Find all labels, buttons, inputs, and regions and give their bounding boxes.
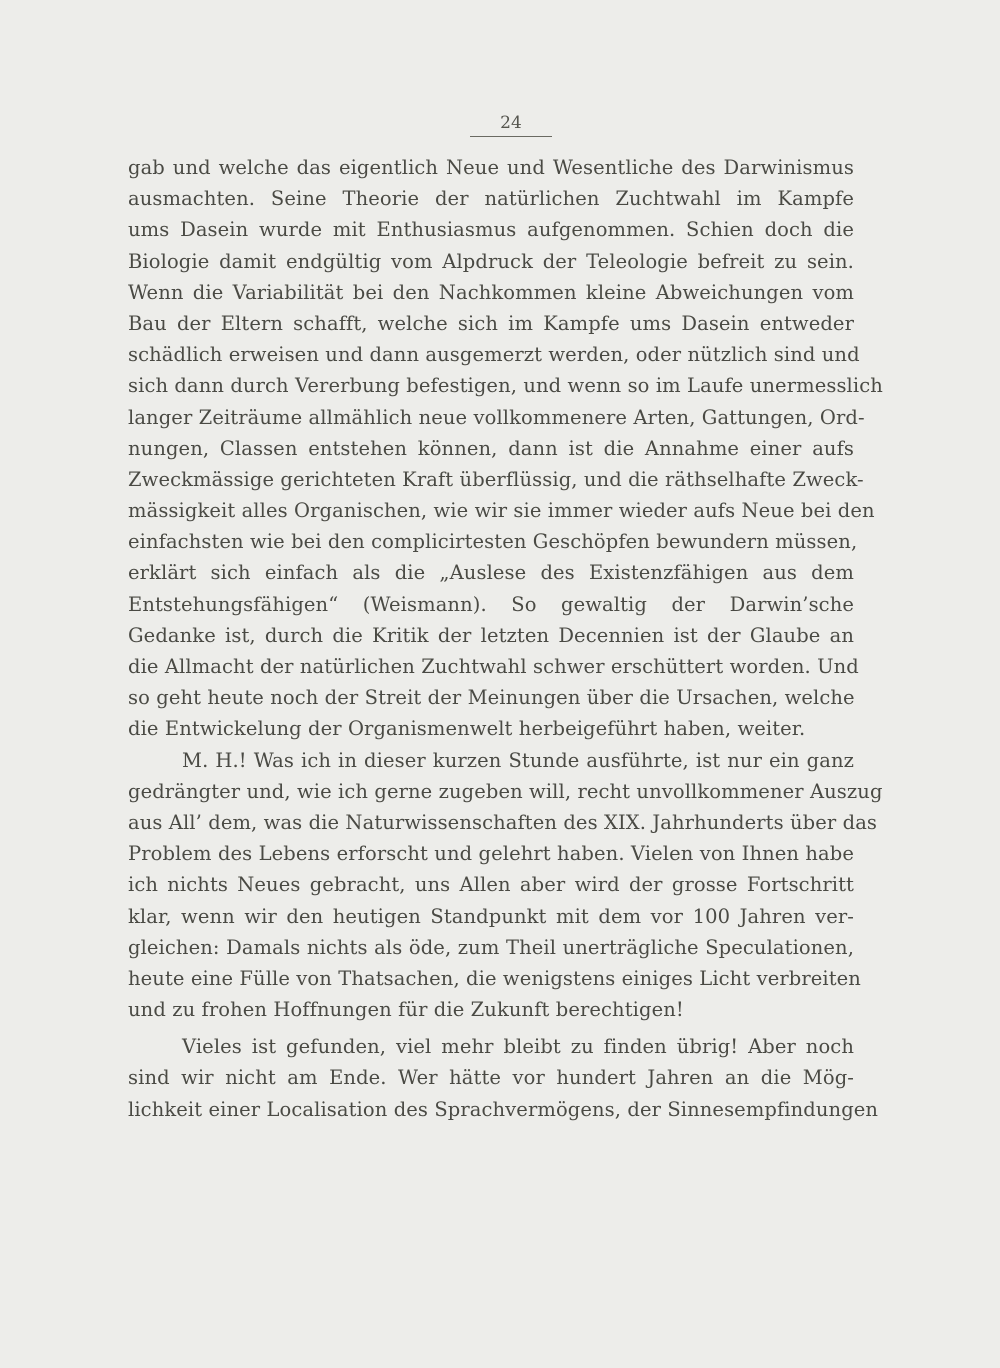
- text-line: langer Zeiträume allmählich neue vollkommenere Arten, Gattungen, Ord-: [128, 405, 865, 429]
- text-line: einfachsten wie bei den complicirtesten Geschöpfen bewundern müssen,: [128, 530, 858, 554]
- text-line: Wenn die Variabilität bei den Nachkommen kleine Abweichungen vom: [128, 280, 854, 304]
- text-line: die Entwickelung der Organismenwelt herbeigeführt haben, weiter.: [128, 717, 806, 741]
- text-line: Vieles ist gefunden, viel mehr bleibt zu finden übrig! Aber noch: [182, 1035, 854, 1059]
- text-line: klar, wenn wir den heutigen Standpunkt mit dem vor 100 Jahren ver-: [128, 904, 854, 928]
- paragraph-1: [128, 152, 883, 745]
- text-line: sich dann durch Vererbung befestigen, und wenn so im Laufe unermesslich: [128, 374, 883, 398]
- text-line: lichkeit einer Localisation des Sprachvermögens, der Sinnesempfindungen: [128, 1097, 879, 1121]
- page-number: 24: [500, 113, 522, 133]
- paragraph-2: [128, 745, 883, 1026]
- text-line: erklärt sich einfach als die „Auslese des Existenzfähigen aus dem: [128, 561, 854, 585]
- body-text: [128, 152, 883, 1125]
- header-rule: [470, 136, 552, 137]
- text-line: Biologie damit endgültig vom Alpdruck der Teleologie befreit zu sein.: [128, 249, 854, 273]
- text-line: Bau der Eltern schafft, welche sich im Kampfe ums Dasein entweder: [128, 311, 854, 335]
- text-line: gleichen: Damals nichts als öde, zum Theil unerträgliche Speculationen,: [128, 935, 854, 959]
- text-line: Zweckmässige gerichteten Kraft überflüssig, und die räthselhafte Zweck-: [128, 467, 864, 491]
- text-line: sind wir nicht am Ende. Wer hätte vor hundert Jahren an die Mög-: [128, 1066, 854, 1090]
- text-line: ums Dasein wurde mit Enthusiasmus aufgenommen. Schien doch die: [128, 218, 854, 242]
- text-line: nungen, Classen entstehen können, dann ist die Annahme einer aufs: [128, 436, 854, 460]
- text-line: gedrängter und, wie ich gerne zugeben will, recht unvollkommener Auszug: [128, 779, 883, 803]
- text-line: ich nichts Neues gebracht, uns Allen aber wird der grosse Fortschritt: [128, 873, 854, 897]
- text-line: schädlich erweisen und dann ausgemerzt werden, oder nützlich sind und: [128, 343, 860, 367]
- paragraph-3: [128, 1031, 879, 1125]
- text-line: Problem des Lebens erforscht und gelehrt haben. Vielen von Ihnen habe: [128, 842, 854, 866]
- text-line: ausmachten. Seine Theorie der natürlichen Zuchtwahl im Kampfe: [128, 187, 854, 211]
- text-line: mässigkeit alles Organischen, wie wir sie immer wieder aufs Neue bei den: [128, 499, 875, 523]
- text-line: gab und welche das eigentlich Neue und Wesentliche des Darwinismus: [128, 156, 854, 179]
- text-line: M. H.! Was ich in dieser kurzen Stunde ausführte, ist nur ein ganz: [182, 748, 854, 772]
- text-line: Gedanke ist, durch die Kritik der letzten Decennien ist der Glaube an: [128, 623, 854, 647]
- text-line: so geht heute noch der Streit der Meinungen über die Ursachen, welche: [128, 686, 855, 710]
- text-line: Entstehungsfähigen“ (Weismann). So gewaltig der Darwin’sche: [128, 592, 854, 616]
- text-line: und zu frohen Hoffnungen für die Zukunft berechtigen!: [128, 998, 684, 1022]
- page-header: [470, 112, 552, 137]
- text-line: aus All’ dem, was die Naturwissenschaften des XIX. Jahrhunderts über das: [128, 810, 878, 834]
- text-line: die Allmacht der natürlichen Zuchtwahl schwer erschüttert worden. Und: [128, 655, 859, 678]
- text-line: heute eine Fülle von Thatsachen, die wenigstens einiges Licht verbreiten: [128, 966, 861, 990]
